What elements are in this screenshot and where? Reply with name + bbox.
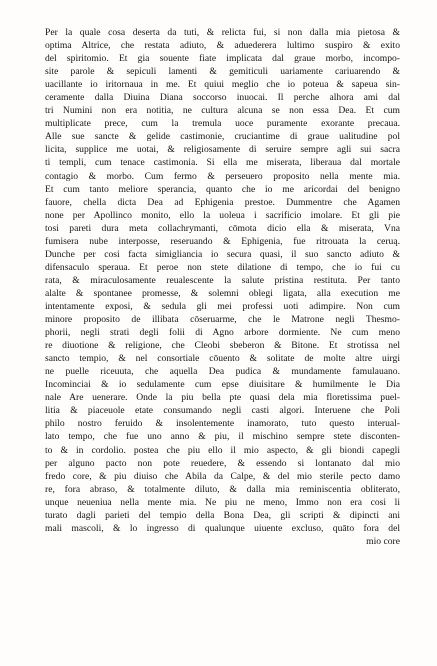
text-line: difensaculo speraua. Et peroe non stete dilatione di tempo, che io fui cu: [45, 261, 400, 273]
text-line: unque neueniua nella mente mia. Ne piu ne meno, Immo non era cosi li: [45, 496, 400, 508]
text-line: lato tempo, che fue uno anno & piu, il mischino sempre stete disconten-: [45, 431, 400, 443]
text-line: fauore, chella dicta Dea ad Ephigenia prestoe. Dummentre che Agamen: [45, 196, 400, 208]
text-line: licita, supplice me uotai, & religiosamente di seruire sempre agli sui sacra: [45, 144, 400, 156]
text-line: Alle sue sancte & gelide castimonie, cruciantime di graue ualitudine pol: [45, 131, 400, 143]
text-line-last: mio core: [366, 535, 400, 547]
text-line: ti templi, cum tenace castimonia. Si ella me miserata, liberaua dal mortale: [45, 157, 400, 169]
text-line: del spiritomio. Et gia souente fiate implicata dal graue morbo, incompo-: [45, 53, 400, 65]
text-line: none per Apollinco monito, ello la uoleua i sacrificio imolare. Et gli pie: [45, 209, 400, 221]
text-line: Incominciai & io sedulamente cum epse diuisitare & humilmente le Dia: [45, 379, 400, 391]
text-line: philo nostro feruido & insolentemente inamorato, tuto questo interual-: [45, 418, 400, 430]
text-line: optima Altrice, che restata adiuto, & aduederera lultimo suspiro & exito: [45, 40, 400, 52]
text-line: site parole & sepiculi lamenti & gemiticuli uariamente cariuarendo &: [45, 66, 400, 78]
text-line: nale Are uenerare. Onde la piu bella pte quasi dela mia floretissima puel-: [45, 392, 400, 404]
text-line: re diuotione & religione, che Cleobi sbeberon & Bitone. Et strotissa nel: [45, 340, 400, 352]
text-line: contagio & morbo. Cum fermo & perseuero proposito nella mente mia.: [45, 170, 400, 182]
text-line: fumisera nube interposse, reseruando & Ephigenia, fue ritrouata la ceruą.: [45, 235, 400, 247]
text-line: litia & piaceuole etate consumando negli casti algori. Interuene che Poli: [45, 405, 400, 417]
text-line: intentamente exposi, & sedula gli mei professi uoti adimpire. Non cum: [45, 300, 400, 312]
text-line: multiplicate prece, cum la tremula uoce puramente exorante precaua.: [45, 118, 400, 130]
text-line: tri Numini non era notitia, ne cultura alcuna se non essa Dea. Et cum: [45, 105, 400, 117]
text-line: mali mascoli, & lo ingresso di qualunque uiuente excluso, quāto fora del: [45, 522, 400, 534]
text-line: alalte & spontanee promesse, & solemni oblegi ligata, alla execution me: [45, 287, 400, 299]
text-line: Et cum tanto meliore sperancia, quanto che io me aricordai del benigno: [45, 183, 400, 195]
text-line: Per la quale cosa deserta da tuti, & relicta fui, si non dalla mia pietosa &: [45, 27, 400, 38]
text-line: rata, & miraculosamente reualescente la salute pristina restituta. Per tanto: [45, 274, 400, 286]
text-line: sancto tempio, & nel consortiale cōuento & solitate de molte altre uirgi: [45, 353, 400, 365]
text-line: re, fora abraso, & totalmente diluto, & dalla mia reminiscentia obliterato,: [45, 483, 400, 495]
text-line: uacillante io iritornaua in me. Et quiui meglio che io poteua & sapeua sin-: [45, 79, 400, 91]
text-line: ceramente dalla Diuina Diana soccorso inuocai. Il perche alhora ami dal: [45, 92, 400, 104]
text-line: to & in cordolio. postea che piu ello il mio aspecto, & gli biondi capegli: [45, 444, 400, 456]
text-column: [45, 26, 400, 548]
text-line: tosi pareti dura meta collachrymanti, cōmota dicio ella & miserata, Vna: [45, 222, 400, 234]
text-line: turato dagli parieti del tempio della Bona Dea, gli scripti & dipincti ani: [45, 509, 400, 521]
text-line: ne puelle riceuuta, che aquella Dea pudica & mundamente famulauano.: [45, 366, 400, 378]
text-line: phorii, negli strati degli folii di Agno arbore dormiente. Ne cum meno: [45, 327, 400, 339]
text-line: fredo core, & piu diuiso che Abila da Calpe, & del mio sterile pecto damo: [45, 470, 400, 482]
text-line: Dunche per cosi facta simigliancia io secura quasi, il suo sancto adiuto &: [45, 248, 400, 260]
text-line: per alguno pacto non pote reuedere, & essendo si lontanato dal mio: [45, 457, 400, 469]
text-line: minore proposito de illibata cōseruarme, che le Matrone negli Thesmo-: [45, 314, 400, 326]
